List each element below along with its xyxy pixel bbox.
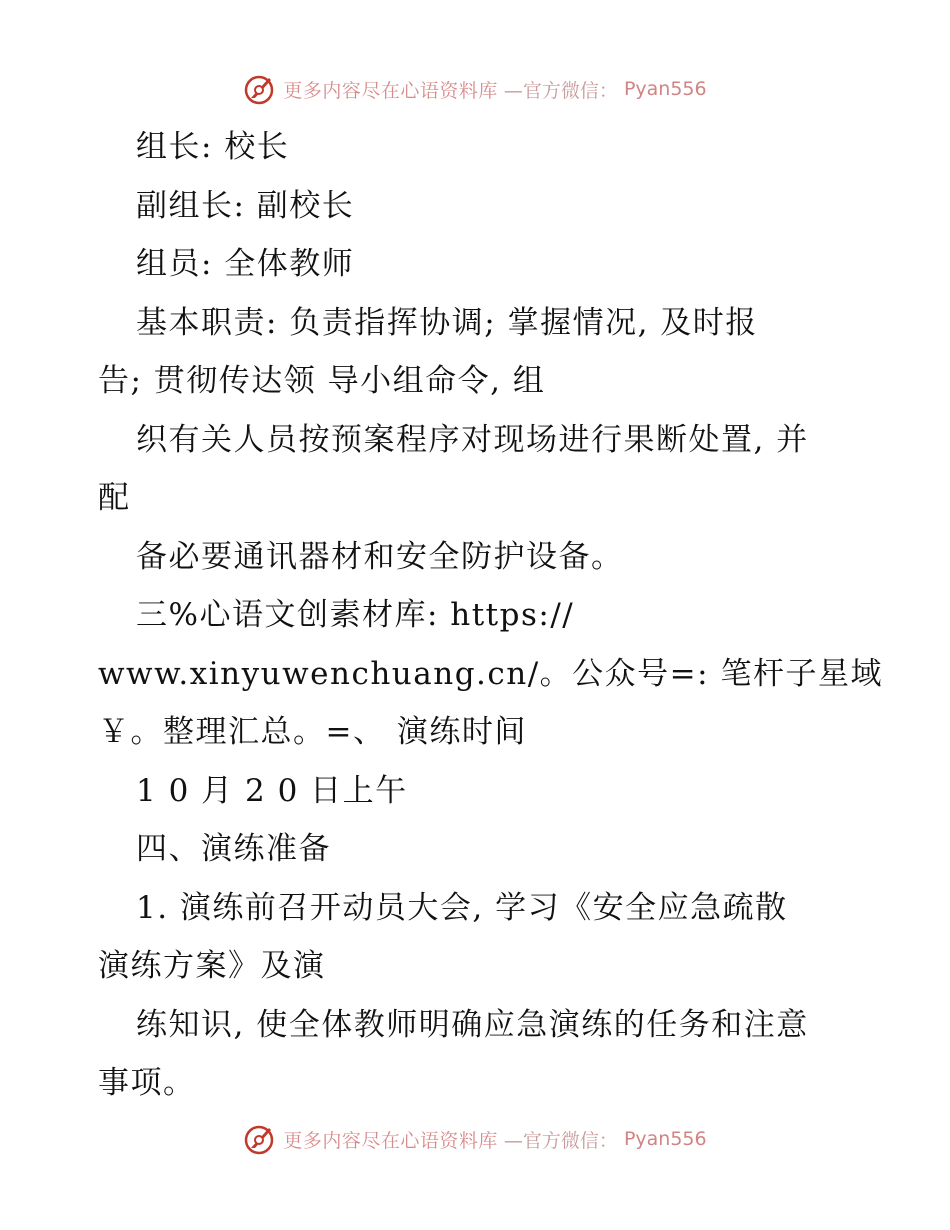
watermark-id-text: Pyan556 [623, 78, 707, 100]
text-line: 织有关人员按预案程序对现场进行果断处置, 并 [136, 421, 809, 458]
text-line: 三%心语文创素材库: https:// [136, 597, 575, 633]
watermark-main-text: 更多内容尽在心语资料库 [283, 79, 498, 102]
text-line: www.xinyuwenchuang.cn/。公众号=: 笔杆子星域 [98, 655, 883, 692]
watermark-sub-text: —官方微信： [503, 79, 618, 102]
quill-logo-icon [243, 1122, 277, 1156]
text-line: 组员: 全体教师 [136, 246, 355, 282]
watermark-footer [0, 1122, 950, 1156]
document-body [98, 118, 883, 1113]
text-line: 事项。 [98, 1065, 196, 1101]
text-line: 1 0 月 2 0 日上午 [136, 772, 408, 809]
text-line: 四、演练准备 [136, 831, 331, 867]
watermark-id-text: Pyan556 [623, 1128, 707, 1150]
text-line: 基本职责: 负责指挥协调; 掌握情况, 及时报 [136, 304, 758, 341]
watermark-header [0, 72, 950, 106]
text-line: ￥。整理汇总。=、 演练时间 [98, 714, 527, 750]
watermark-main-text: 更多内容尽在心语资料库 [283, 1129, 498, 1152]
text-line: 组长: 校长 [136, 129, 290, 165]
text-line: 演练方案》及演 [98, 948, 326, 984]
text-line: 练知识, 使全体教师明确应急演练的任务和注意 [136, 1006, 809, 1043]
quill-logo-icon [243, 72, 277, 106]
text-line: 副组长: 副校长 [136, 187, 355, 224]
watermark-sub-text: —官方微信： [503, 1129, 618, 1152]
text-line: 告; 贯彻传达领 导小组命令, 组 [98, 363, 546, 399]
text-line: 1. 演练前召开动员大会, 学习《安全应急疏散 [136, 889, 788, 926]
text-line: 备必要通讯器材和安全防护设备。 [136, 538, 624, 575]
text-line: 配 [98, 480, 131, 516]
